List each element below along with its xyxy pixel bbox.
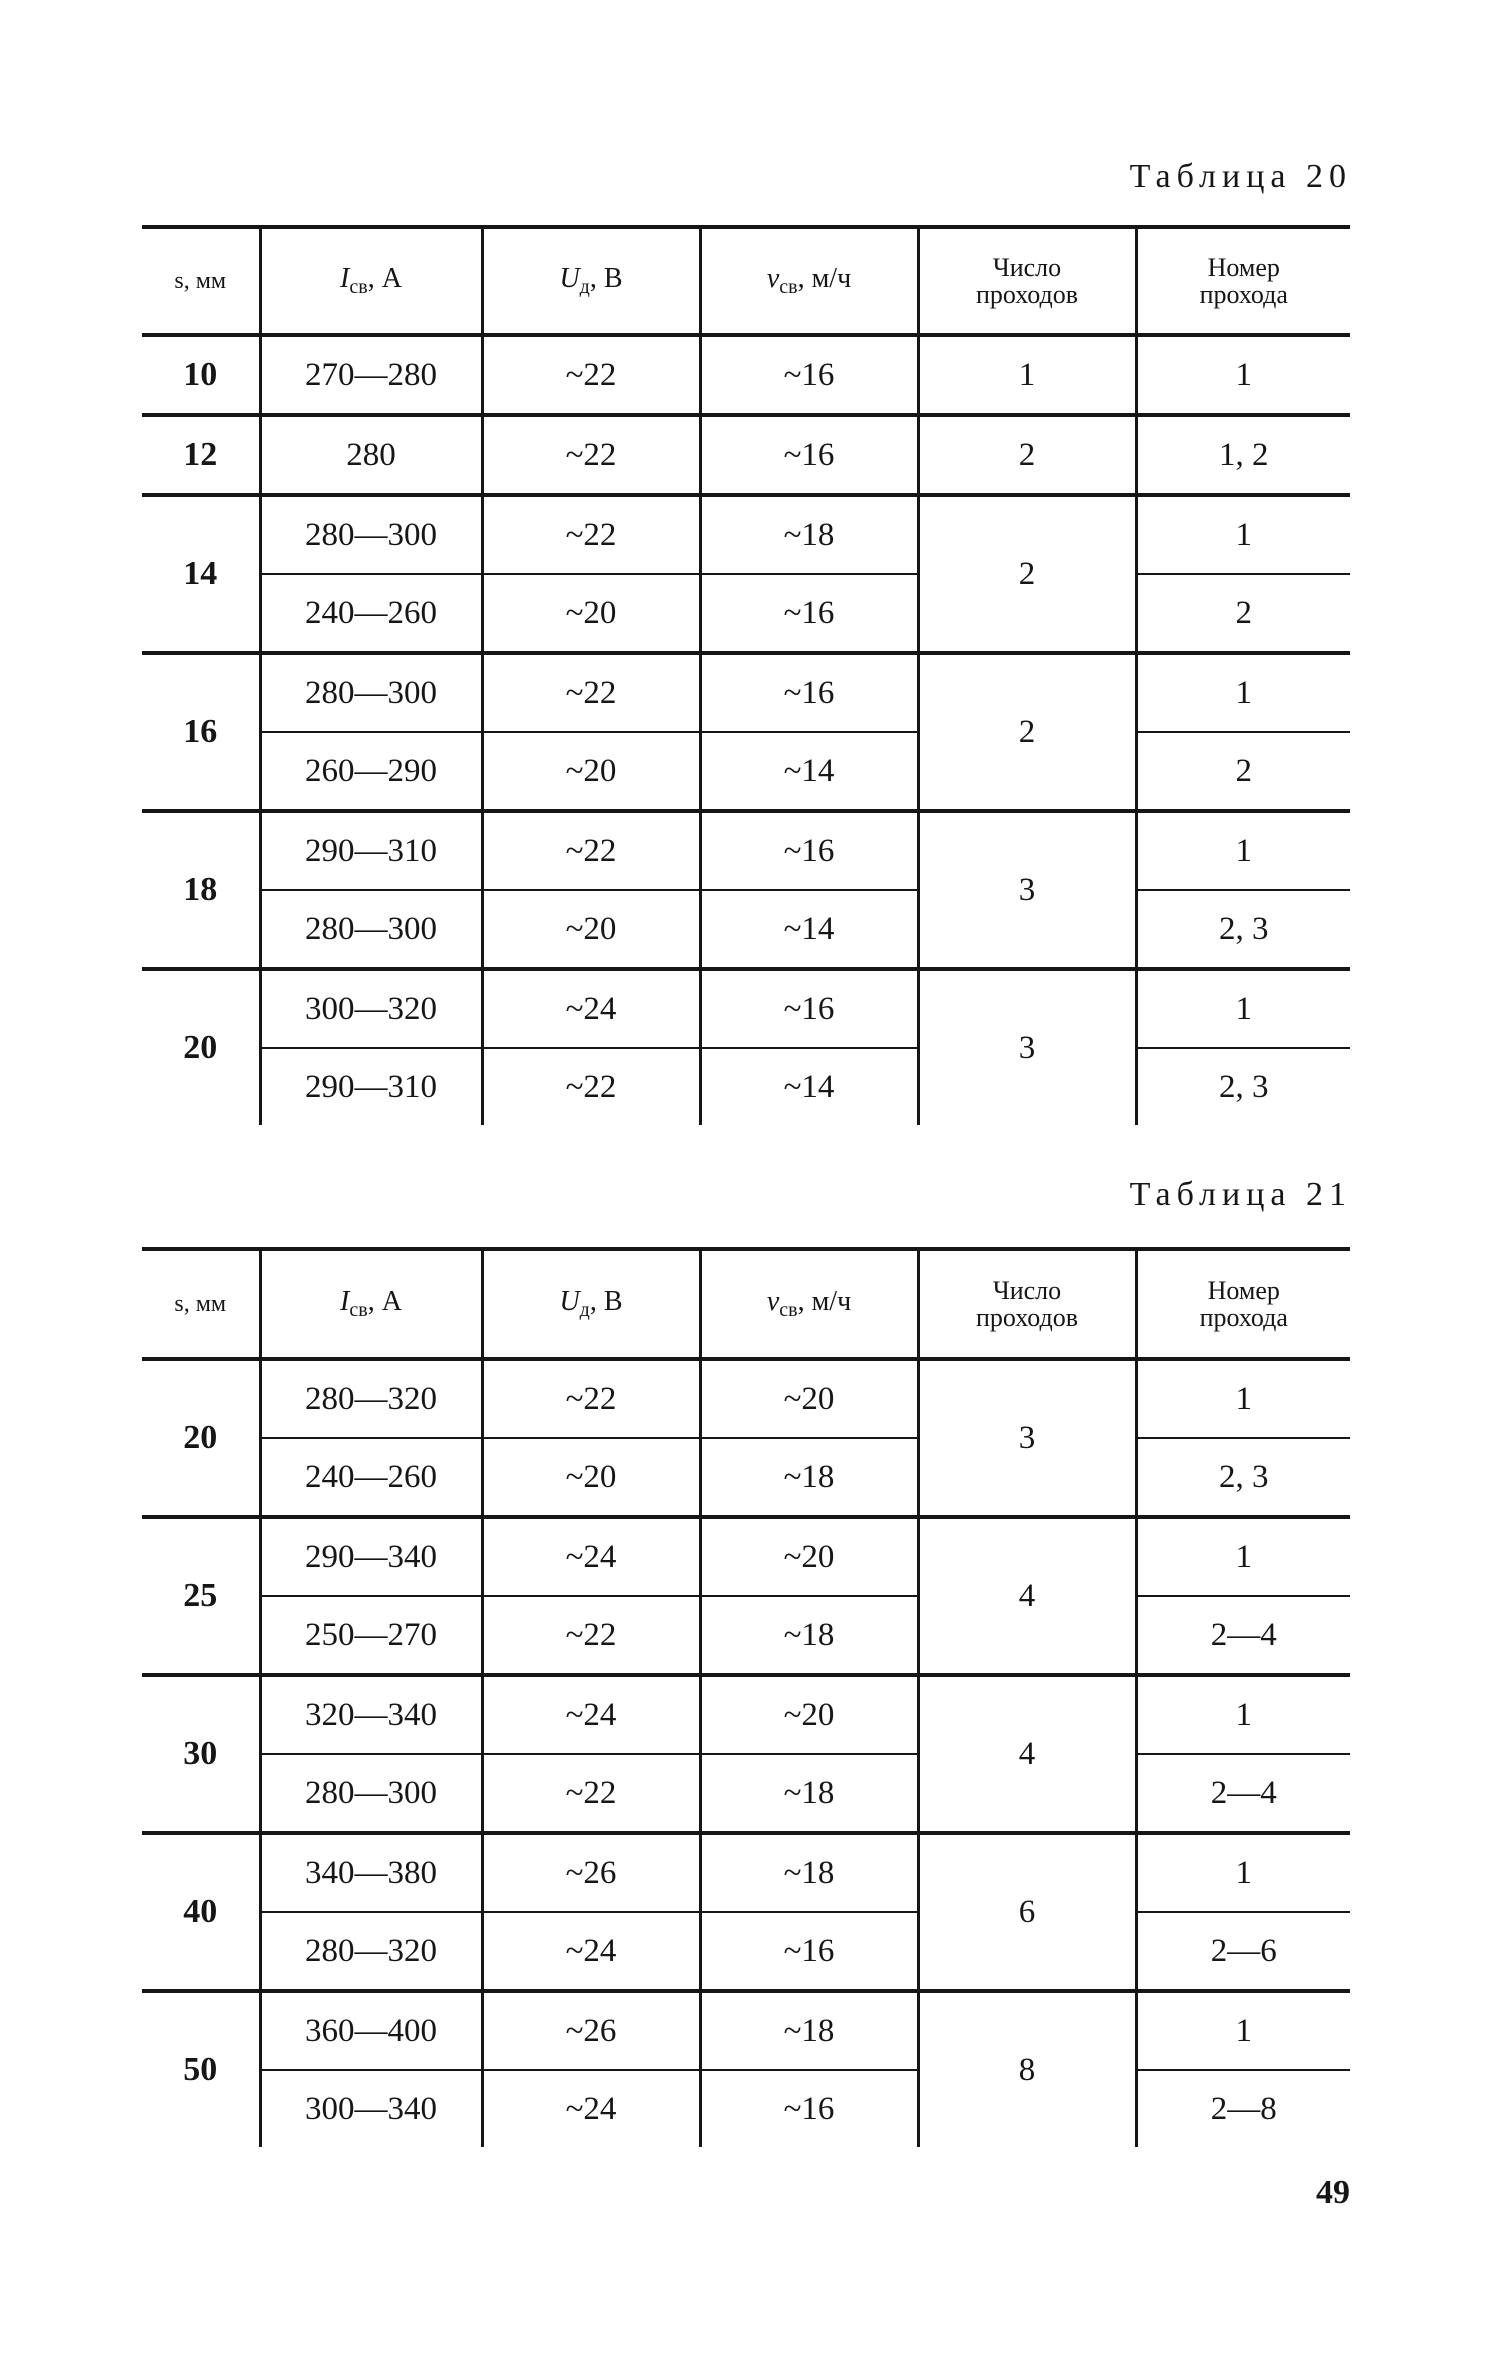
thickness-cell: 25: [142, 1517, 260, 1675]
current-cell: 280—300: [260, 653, 482, 732]
pass-number-cell: 2—4: [1136, 1596, 1350, 1675]
table-row: [142, 732, 1350, 811]
col-header-passes: Число проходов: [918, 227, 1136, 335]
table-row: [142, 653, 1350, 732]
voltage-cell: ~22: [482, 1359, 700, 1438]
speed-cell: ~16: [700, 2070, 918, 2147]
pass-number-cell: 1: [1136, 1517, 1350, 1596]
pass-number-cell: 2: [1136, 574, 1350, 653]
speed-cell: ~16: [700, 653, 918, 732]
table-row: [142, 1048, 1350, 1125]
header-row: [142, 1249, 1350, 1359]
voltage-cell: ~24: [482, 1517, 700, 1596]
page-number: 49: [1316, 2174, 1350, 2211]
table-row: [142, 574, 1350, 653]
col-header-thickness: s, мм: [142, 1249, 260, 1359]
thickness-cell: 20: [142, 969, 260, 1125]
thickness-cell: 40: [142, 1833, 260, 1991]
table-20: [142, 225, 1350, 1125]
col-header-thickness: s, мм: [142, 227, 260, 335]
table-21-caption: Таблица 21: [1129, 1176, 1352, 1213]
speed-cell: ~14: [700, 732, 918, 811]
speed-cell: ~18: [700, 1833, 918, 1912]
current-cell: 280—320: [260, 1359, 482, 1438]
table-row: [142, 495, 1350, 574]
table-20-caption: Таблица 20: [1129, 158, 1352, 195]
voltage-cell: ~22: [482, 335, 700, 415]
col-header-pass-number: Номер прохода: [1136, 1249, 1350, 1359]
speed-cell: ~20: [700, 1517, 918, 1596]
speed-cell: ~16: [700, 335, 918, 415]
table-row: [142, 415, 1350, 495]
table-row: [142, 1359, 1350, 1438]
table-row: [142, 1596, 1350, 1675]
passes-cell: 4: [918, 1675, 1136, 1833]
passes-cell: 2: [918, 495, 1136, 653]
col-header-voltage: $U_д$, В: [482, 227, 700, 335]
pass-number-cell: 1: [1136, 1359, 1350, 1438]
passes-cell: 1: [918, 335, 1136, 415]
pass-number-cell: 2—8: [1136, 2070, 1350, 2147]
current-cell: 280—300: [260, 1754, 482, 1833]
table-21: [142, 1247, 1350, 2147]
table-row: [142, 1438, 1350, 1517]
current-cell: 290—310: [260, 1048, 482, 1125]
table-row: [142, 1517, 1350, 1596]
passes-cell: 3: [918, 1359, 1136, 1517]
speed-cell: ~20: [700, 1359, 918, 1438]
current-cell: 280—320: [260, 1912, 482, 1991]
current-cell: 270—280: [260, 335, 482, 415]
col-header-speed: $v_{св}$, м/ч: [700, 1249, 918, 1359]
current-cell: 240—260: [260, 574, 482, 653]
voltage-cell: ~20: [482, 890, 700, 969]
thickness-cell: 20: [142, 1359, 260, 1517]
voltage-cell: ~26: [482, 1991, 700, 2070]
current-cell: 320—340: [260, 1675, 482, 1754]
table-row: [142, 969, 1350, 1048]
table-row: [142, 1754, 1350, 1833]
current-cell: 240—260: [260, 1438, 482, 1517]
thickness-cell: 12: [142, 415, 260, 495]
voltage-cell: ~20: [482, 1438, 700, 1517]
thickness-cell: 50: [142, 1991, 260, 2147]
col-header-voltage: $U_д$, В: [482, 1249, 700, 1359]
speed-cell: ~16: [700, 969, 918, 1048]
current-cell: 290—340: [260, 1517, 482, 1596]
passes-cell: 3: [918, 811, 1136, 969]
voltage-cell: ~22: [482, 653, 700, 732]
current-cell: 260—290: [260, 732, 482, 811]
current-cell: 280—300: [260, 890, 482, 969]
current-cell: 300—320: [260, 969, 482, 1048]
speed-cell: ~16: [700, 811, 918, 890]
voltage-cell: ~22: [482, 1048, 700, 1125]
speed-cell: ~18: [700, 1438, 918, 1517]
passes-cell: 4: [918, 1517, 1136, 1675]
pass-number-cell: 1: [1136, 1833, 1350, 1912]
speed-cell: ~16: [700, 415, 918, 495]
current-cell: 280: [260, 415, 482, 495]
speed-cell: ~16: [700, 1912, 918, 1991]
table-row: [142, 811, 1350, 890]
col-header-speed: $v_{св}$, м/ч: [700, 227, 918, 335]
thickness-cell: 14: [142, 495, 260, 653]
thickness-cell: 10: [142, 335, 260, 415]
voltage-cell: ~24: [482, 1912, 700, 1991]
current-cell: 300—340: [260, 2070, 482, 2147]
pass-number-cell: 1: [1136, 811, 1350, 890]
passes-cell: 3: [918, 969, 1136, 1125]
header-row: [142, 227, 1350, 335]
voltage-cell: ~24: [482, 1675, 700, 1754]
pass-number-cell: 2—4: [1136, 1754, 1350, 1833]
current-cell: 290—310: [260, 811, 482, 890]
pass-number-cell: 1, 2: [1136, 415, 1350, 495]
speed-cell: ~20: [700, 1675, 918, 1754]
voltage-cell: ~20: [482, 574, 700, 653]
voltage-cell: ~22: [482, 415, 700, 495]
speed-cell: ~14: [700, 890, 918, 969]
table-row: [142, 890, 1350, 969]
speed-cell: ~18: [700, 495, 918, 574]
col-header-pass-number: Номер прохода: [1136, 227, 1350, 335]
passes-cell: 8: [918, 1991, 1136, 2147]
pass-number-cell: 1: [1136, 1991, 1350, 2070]
passes-cell: 2: [918, 653, 1136, 811]
pass-number-cell: 2—6: [1136, 1912, 1350, 1991]
voltage-cell: ~22: [482, 1596, 700, 1675]
table-row: [142, 1833, 1350, 1912]
pass-number-cell: 1: [1136, 335, 1350, 415]
pass-number-cell: 2, 3: [1136, 890, 1350, 969]
speed-cell: ~16: [700, 574, 918, 653]
passes-cell: 6: [918, 1833, 1136, 1991]
voltage-cell: ~24: [482, 969, 700, 1048]
table-row: [142, 1912, 1350, 1991]
table-row: [142, 2070, 1350, 2147]
col-header-current: $I_{св}$, А: [260, 227, 482, 335]
speed-cell: ~18: [700, 1991, 918, 2070]
passes-cell: 2: [918, 415, 1136, 495]
speed-cell: ~18: [700, 1596, 918, 1675]
col-header-current: $I_{св}$, А: [260, 1249, 482, 1359]
speed-cell: ~18: [700, 1754, 918, 1833]
thickness-cell: 18: [142, 811, 260, 969]
voltage-cell: ~20: [482, 732, 700, 811]
pass-number-cell: 2, 3: [1136, 1048, 1350, 1125]
pass-number-cell: 1: [1136, 495, 1350, 574]
pass-number-cell: 1: [1136, 1675, 1350, 1754]
speed-cell: ~14: [700, 1048, 918, 1125]
pass-number-cell: 2, 3: [1136, 1438, 1350, 1517]
pass-number-cell: 1: [1136, 969, 1350, 1048]
current-cell: 280—300: [260, 495, 482, 574]
pass-number-cell: 1: [1136, 653, 1350, 732]
voltage-cell: ~22: [482, 495, 700, 574]
table-row: [142, 335, 1350, 415]
voltage-cell: ~26: [482, 1833, 700, 1912]
table-row: [142, 1675, 1350, 1754]
table-row: [142, 1991, 1350, 2070]
voltage-cell: ~22: [482, 811, 700, 890]
current-cell: 360—400: [260, 1991, 482, 2070]
voltage-cell: ~24: [482, 2070, 700, 2147]
pass-number-cell: 2: [1136, 732, 1350, 811]
voltage-cell: ~22: [482, 1754, 700, 1833]
thickness-cell: 16: [142, 653, 260, 811]
thickness-cell: 30: [142, 1675, 260, 1833]
current-cell: 250—270: [260, 1596, 482, 1675]
col-header-passes: Число проходов: [918, 1249, 1136, 1359]
current-cell: 340—380: [260, 1833, 482, 1912]
